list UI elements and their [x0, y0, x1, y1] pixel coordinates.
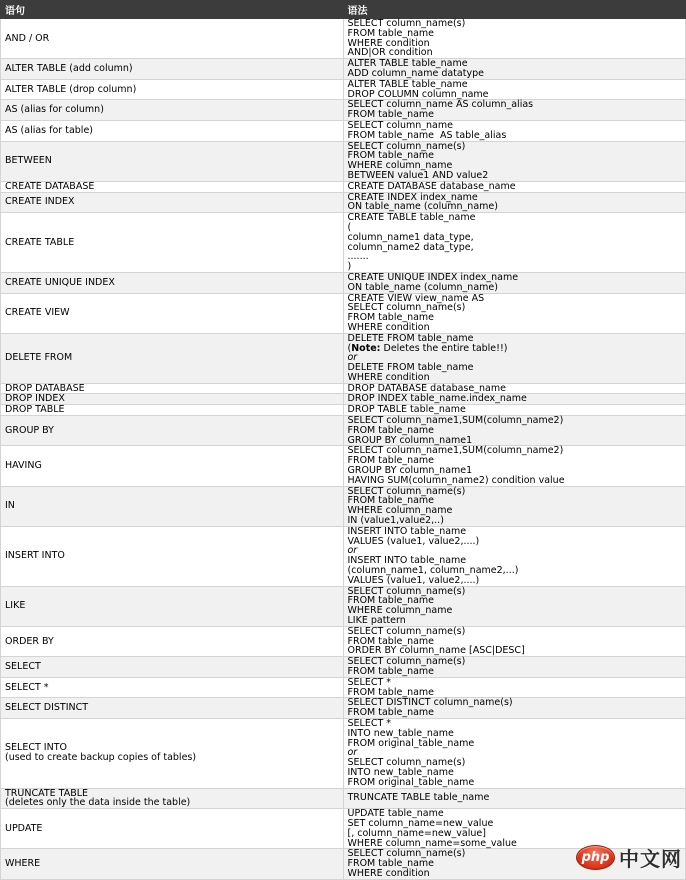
syntax-line: ON table_name (column_name) — [347, 201, 498, 213]
syntax-line: DROP DATABASE database_name — [347, 382, 506, 394]
syntax-cell — [343, 486, 686, 526]
syntax-cell — [343, 293, 686, 333]
statement-label: CREATE UNIQUE INDEX — [5, 276, 115, 288]
syntax-line: SELECT * — [347, 676, 392, 688]
statement-label: (used to create backup copies of tables) — [5, 752, 197, 764]
table-row — [1, 213, 686, 273]
syntax-cell — [343, 333, 686, 383]
syntax-line: SELECT column_name(s) — [347, 757, 466, 769]
syntax-cell — [343, 626, 686, 656]
statement-label: SELECT — [5, 661, 41, 673]
statement-cell — [1, 657, 344, 678]
statement-label: CREATE DATABASE — [5, 180, 95, 192]
syntax-line: FROM table_name — [347, 686, 435, 698]
statement-label: CREATE TABLE — [5, 236, 75, 248]
table-row — [1, 272, 686, 293]
table-row — [1, 333, 686, 383]
statement-cell — [1, 405, 344, 416]
statement-label: ORDER BY — [5, 635, 54, 647]
syntax-line: SELECT * — [347, 717, 392, 729]
table-row — [1, 79, 686, 100]
statement-label: UPDATE — [5, 822, 43, 834]
syntax-cell — [343, 446, 686, 486]
syntax-cell — [343, 677, 686, 698]
statement-cell — [1, 100, 344, 121]
syntax-line: (Note: Deletes the entire table!!) — [347, 342, 508, 354]
syntax-cell — [343, 181, 686, 192]
syntax-line: CREATE VIEW view_name AS — [347, 292, 485, 304]
statement-cell — [1, 272, 344, 293]
syntax-line: ....... — [347, 251, 369, 263]
syntax-line: SELECT column_name(s) — [347, 485, 466, 497]
table-row — [1, 120, 686, 141]
syntax-cell — [343, 526, 686, 586]
statement-cell — [1, 586, 344, 626]
syntax-line: SELECT column_name — [347, 119, 453, 131]
syntax-line: VALUES (value1, value2,....) — [347, 574, 480, 586]
statement-label: DELETE FROM — [5, 352, 73, 364]
syntax-line: column_name2 data_type, — [347, 241, 474, 253]
statement-cell — [1, 181, 344, 192]
syntax-line: ON table_name (column_name) — [347, 281, 498, 293]
table-row — [1, 383, 686, 394]
statement-label: (deletes only the data inside the table) — [5, 797, 191, 809]
syntax-line: SELECT column_name(s) — [347, 302, 466, 314]
syntax-line: SELECT column_name(s) — [347, 18, 466, 29]
statement-label: DROP INDEX — [5, 393, 65, 405]
table-row — [1, 416, 686, 446]
syntax-line: CREATE INDEX index_name — [347, 191, 478, 203]
syntax-line: or — [347, 352, 358, 364]
statement-cell — [1, 192, 344, 213]
syntax-line: DROP INDEX table_name.index_name — [347, 393, 527, 405]
syntax-cell — [343, 718, 686, 788]
syntax-line: SELECT column_name(s) — [347, 585, 466, 597]
syntax-line: or — [347, 545, 358, 557]
syntax-line: (column_name1, column_name2,...) — [347, 565, 519, 577]
syntax-line: AND|OR condition — [347, 47, 433, 59]
table-row — [1, 100, 686, 121]
php-logo-icon: php — [576, 845, 615, 870]
statement-label: DROP DATABASE — [5, 382, 85, 394]
table-row — [1, 141, 686, 181]
statement-cell — [1, 809, 344, 849]
syntax-cell — [343, 100, 686, 121]
syntax-line: IN (value1,value2,..) — [347, 515, 444, 527]
syntax-line: SELECT column_name(s) — [347, 656, 466, 668]
statement-cell — [1, 626, 344, 656]
syntax-cell — [343, 788, 686, 809]
syntax-line: ( — [347, 221, 352, 233]
table-row — [1, 181, 686, 192]
table-row — [1, 405, 686, 416]
statement-cell — [1, 446, 344, 486]
syntax-line: WHERE condition — [347, 321, 430, 333]
statement-cell — [1, 698, 344, 719]
syntax-cell — [343, 192, 686, 213]
table-row — [1, 394, 686, 405]
syntax-line: FROM table_name — [347, 635, 435, 647]
syntax-line: DELETE FROM table_name — [347, 362, 474, 374]
syntax-line: WHERE column_name=some_value — [347, 837, 517, 849]
statement-cell — [1, 383, 344, 394]
statement-label: ALTER TABLE (add column) — [5, 63, 133, 75]
syntax-line: SELECT column_name(s) — [347, 140, 466, 152]
syntax-line: INTO new_table_name — [347, 766, 454, 778]
statement-label: HAVING — [5, 460, 42, 472]
syntax-line: GROUP BY column_name1 — [347, 434, 473, 446]
syntax-line: ALTER TABLE table_name — [347, 58, 468, 70]
syntax-cell — [343, 213, 686, 273]
syntax-line: ALTER TABLE table_name — [347, 78, 468, 90]
syntax-line: WHERE column_name — [347, 505, 453, 517]
syntax-line: SELECT column_name1,SUM(column_name2) — [347, 415, 564, 427]
syntax-line: FROM table_name AS table_alias — [347, 129, 507, 141]
statement-column-header: 语句 — [1, 1, 344, 19]
syntax-line: GROUP BY column_name1 — [347, 465, 473, 477]
statement-label: INSERT INTO — [5, 550, 65, 562]
syntax-line: WHERE column_name — [347, 160, 453, 172]
statement-label: ALTER TABLE (drop column) — [5, 83, 137, 95]
syntax-line: INSERT INTO table_name — [347, 525, 467, 537]
statement-cell — [1, 849, 344, 879]
syntax-line: DROP TABLE table_name — [347, 404, 466, 416]
syntax-line: WHERE condition — [347, 867, 430, 879]
syntax-line: FROM table_name — [347, 424, 435, 436]
syntax-cell — [343, 19, 686, 59]
syntax-cell — [343, 120, 686, 141]
statement-label: AND / OR — [5, 32, 50, 44]
syntax-line: VALUES (value1, value2,....) — [347, 535, 480, 547]
syntax-line: INTO new_table_name — [347, 727, 454, 739]
statement-label: SELECT INTO — [5, 742, 67, 754]
table-row — [1, 293, 686, 333]
syntax-cell — [343, 141, 686, 181]
syntax-cell — [343, 59, 686, 80]
syntax-line: ORDER BY column_name [ASC|DESC] — [347, 645, 525, 657]
table-row — [1, 657, 686, 678]
statement-label: CREATE VIEW — [5, 307, 70, 319]
statement-cell — [1, 19, 344, 59]
header-row — [1, 1, 686, 19]
syntax-cell — [343, 405, 686, 416]
syntax-line: FROM table_name — [347, 666, 435, 677]
syntax-line: [, column_name=new_value] — [347, 827, 486, 839]
syntax-cell — [343, 79, 686, 100]
syntax-line: BETWEEN value1 AND value2 — [347, 169, 489, 181]
syntax-line: UPDATE table_name — [347, 808, 444, 820]
statement-label: AS (alias for table) — [5, 124, 93, 136]
syntax-line: DROP COLUMN column_name — [347, 88, 489, 100]
php-logo-text: 中文网 — [619, 846, 682, 871]
syntax-line: FROM table_name — [347, 707, 435, 719]
syntax-line: FROM original_table_name — [347, 737, 475, 749]
syntax-cell — [343, 272, 686, 293]
syntax-line: SELECT column_name(s) — [347, 848, 466, 860]
syntax-line: CREATE TABLE table_name — [347, 212, 476, 224]
table-row — [1, 19, 686, 59]
syntax-line: column_name1 data_type, — [347, 231, 474, 243]
statement-cell — [1, 677, 344, 698]
statement-cell — [1, 120, 344, 141]
statement-label: IN — [5, 500, 15, 512]
statement-label: SELECT * — [5, 681, 49, 693]
statement-label: LIKE — [5, 600, 26, 612]
statement-cell — [1, 416, 344, 446]
syntax-line: SELECT column_name(s) — [347, 625, 466, 637]
syntax-line: FROM table_name — [347, 858, 435, 870]
syntax-cell — [343, 383, 686, 394]
syntax-line: FROM original_table_name — [347, 776, 475, 788]
syntax-line: SELECT DISTINCT column_name(s) — [347, 697, 513, 709]
php-cn-watermark — [576, 843, 682, 872]
syntax-line: CREATE DATABASE database_name — [347, 180, 516, 192]
syntax-line: CREATE UNIQUE INDEX index_name — [347, 271, 519, 283]
statement-label: CREATE INDEX — [5, 196, 75, 208]
table-row — [1, 698, 686, 719]
syntax-line: FROM table_name — [347, 27, 435, 39]
syntax-line: HAVING SUM(column_name2) condition value — [347, 474, 565, 486]
statement-label: DROP TABLE — [5, 404, 65, 416]
table-row — [1, 192, 686, 213]
statement-label: TRUNCATE TABLE — [5, 787, 89, 799]
syntax-line: or — [347, 747, 358, 759]
syntax-cell — [343, 657, 686, 678]
syntax-line: FROM table_name — [347, 455, 435, 467]
syntax-line: FROM table_name — [347, 109, 435, 121]
table-row — [1, 788, 686, 809]
syntax-line: ) — [347, 261, 352, 273]
statement-cell — [1, 394, 344, 405]
syntax-line: SET column_name=new_value — [347, 817, 494, 829]
syntax-line: FROM table_name — [347, 595, 435, 607]
syntax-line: WHERE condition — [347, 371, 430, 383]
table-row — [1, 586, 686, 626]
statement-cell — [1, 213, 344, 273]
statement-cell — [1, 293, 344, 333]
syntax-line: FROM table_name — [347, 495, 435, 507]
syntax-line: SELECT column_name1,SUM(column_name2) — [347, 445, 564, 457]
syntax-line: INSERT INTO table_name — [347, 555, 467, 567]
syntax-line: LIKE pattern — [347, 615, 406, 627]
table-row — [1, 526, 686, 586]
statement-label: AS (alias for column) — [5, 104, 104, 116]
syntax-cell — [343, 698, 686, 719]
statement-cell — [1, 526, 344, 586]
table-row — [1, 446, 686, 486]
syntax-line: FROM table_name — [347, 312, 435, 324]
statement-label: GROUP BY — [5, 424, 54, 436]
table-row — [1, 718, 686, 788]
table-row — [1, 486, 686, 526]
statement-cell — [1, 59, 344, 80]
statement-cell — [1, 141, 344, 181]
table-row — [1, 677, 686, 698]
syntax-line: TRUNCATE TABLE table_name — [347, 792, 490, 804]
syntax-line: ADD column_name datatype — [347, 67, 484, 79]
statement-cell — [1, 79, 344, 100]
statement-label: WHERE — [5, 858, 41, 870]
syntax-line: WHERE condition — [347, 37, 430, 49]
statement-label: BETWEEN — [5, 155, 52, 167]
statement-label: SELECT DISTINCT — [5, 702, 89, 714]
syntax-line: FROM table_name — [347, 150, 435, 162]
statement-cell — [1, 486, 344, 526]
syntax-line: DELETE FROM table_name — [347, 332, 474, 344]
table-row — [1, 626, 686, 656]
syntax-column-header: 语法 — [343, 1, 686, 19]
statement-cell — [1, 718, 344, 788]
table-row — [1, 59, 686, 80]
syntax-line: SELECT column_name AS column_alias — [347, 99, 534, 111]
syntax-line: WHERE column_name — [347, 605, 453, 617]
statement-cell — [1, 788, 344, 809]
syntax-cell — [343, 586, 686, 626]
statement-cell — [1, 333, 344, 383]
table-body — [1, 19, 686, 880]
syntax-cell — [343, 394, 686, 405]
syntax-cell — [343, 416, 686, 446]
